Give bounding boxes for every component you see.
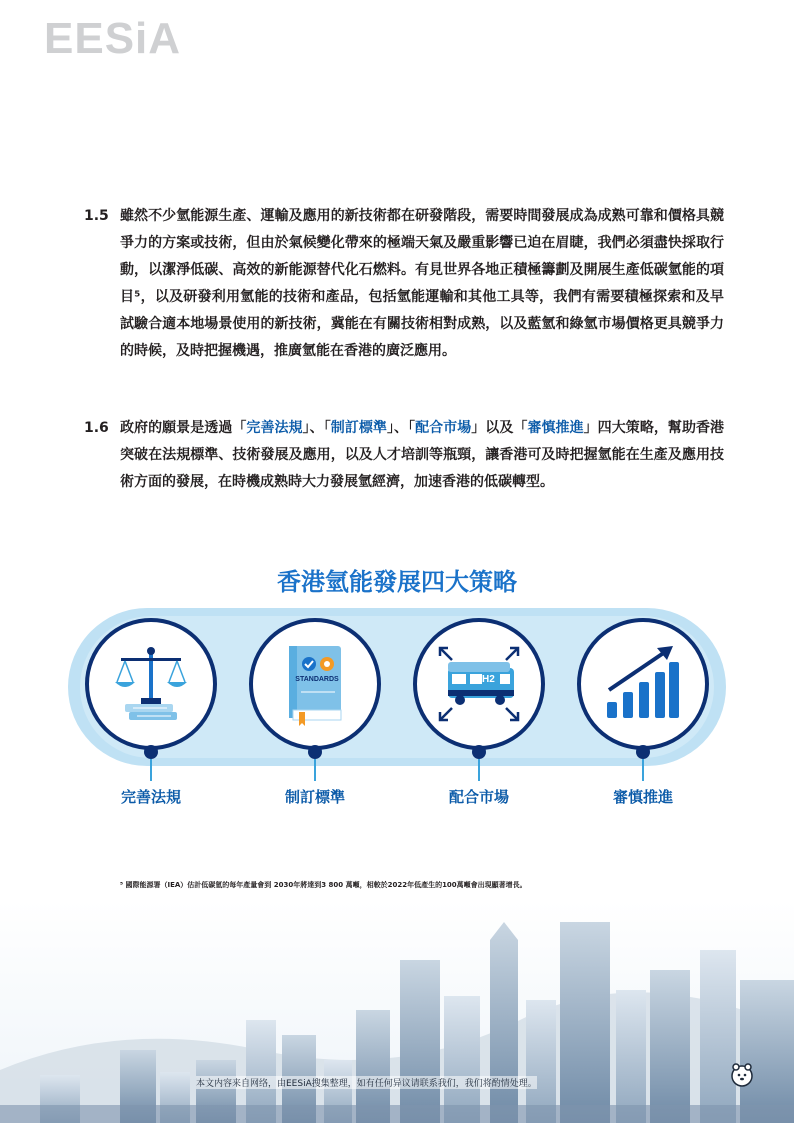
growth-chart-icon bbox=[603, 644, 683, 724]
footnote: ⁵ 國際能源署（IEA）估計低碳氫的每年產量會到 2030年將達到3 800 萬噸，相較於2022年低產生的100萬噸會出現顯著增長。 bbox=[120, 881, 527, 889]
paragraph-text-segment: 」四大策略，幫助香港突破在法規標準、技術發展及應用，以及人才培訓等瓶頸，讓香港可及時把握氫能在生產及應用技術方面的發展，在時機成熟時大力發展氫經濟，加速香港的低碳轉型。 bbox=[120, 420, 725, 490]
strategy-term-standards: 制訂標準 bbox=[330, 420, 387, 436]
paragraph-text-segment: 政府的願景是透過「 bbox=[120, 420, 247, 436]
strategies-title: 香港氫能發展四大策略 bbox=[277, 568, 517, 596]
eesia-logo: EESiA bbox=[44, 14, 182, 63]
paragraph-text bbox=[120, 415, 724, 496]
mascot-icon bbox=[730, 1062, 754, 1092]
connector-line bbox=[150, 759, 152, 781]
scales-of-justice-icon bbox=[111, 642, 191, 726]
paragraph-1-5 bbox=[84, 203, 724, 365]
strategy-term-market: 配合市場 bbox=[415, 420, 472, 436]
disclaimer-text: 本文内容来自网络，由EESiA搜集整理，如有任何异议请联系我们，我们将酌情处理。 bbox=[196, 1076, 537, 1089]
strategy-label: 審慎推進 bbox=[612, 788, 673, 806]
paragraph-text-separator: 」、「 bbox=[302, 420, 331, 436]
strategy-term-prudent: 審慎推進 bbox=[527, 420, 584, 436]
strategy-label: 完善法規 bbox=[120, 788, 181, 806]
paragraph-number: 1.6 bbox=[84, 420, 109, 436]
strategy-circle bbox=[577, 618, 709, 750]
paragraph-number: 1.5 bbox=[84, 208, 109, 224]
strategy-item-prudent bbox=[577, 618, 709, 806]
connector-dot bbox=[308, 745, 322, 759]
paragraph-1-6 bbox=[84, 415, 724, 496]
standards-icon-text: STANDARDS bbox=[295, 676, 339, 683]
strategy-term-regulations: 完善法規 bbox=[246, 420, 303, 436]
paragraph-text: 雖然不少氫能源生產、運輸及應用的新技術都在研發階段，需要時間發展成為成熟可靠和價格具競爭力的方案或技術，但由於氣候變化帶來的極端天氣及嚴重影響已迫在眉睫，我們必須盡快採取行動，以潔淨低碳、高效的新能源替代化石燃料。有見世界各地正積極籌劃及開展生產低碳氫能的項目⁵，以及研發利用氫能的技術和產品，包括氫能運輸和其他工具等，我們有需要積極探索和及早試驗合適本地場景使用的新技術，冀能在有關技術相對成熟，以及藍氫和綠氫市場價格更具競爭力的時候，及時把握機遇，推廣氫能在香港的廣泛應用。 bbox=[120, 208, 724, 359]
strategy-label: 制訂標準 bbox=[284, 788, 345, 806]
city-skyline-image bbox=[0, 900, 794, 1123]
strategy-item-standards bbox=[249, 618, 381, 806]
paragraph-text-separator: 」、「 bbox=[386, 420, 416, 436]
paragraph-text-separator: 」以及「 bbox=[471, 420, 528, 436]
hydrogen-bus-icon bbox=[434, 642, 524, 726]
connector-line bbox=[478, 759, 480, 781]
connector-line bbox=[642, 759, 644, 781]
strategy-circle bbox=[413, 618, 545, 750]
connector-dot bbox=[636, 745, 650, 759]
strategy-item-regulations bbox=[85, 618, 217, 806]
connector-line bbox=[314, 759, 316, 781]
connector-dot bbox=[144, 745, 158, 759]
h2-icon-text: H2 bbox=[482, 674, 495, 685]
connector-dot bbox=[472, 745, 486, 759]
standards-book-icon bbox=[283, 642, 347, 726]
strategy-item-market bbox=[413, 618, 545, 806]
strategy-label: 配合市場 bbox=[448, 788, 509, 806]
strategy-circle bbox=[85, 618, 217, 750]
strategy-circle bbox=[249, 618, 381, 750]
